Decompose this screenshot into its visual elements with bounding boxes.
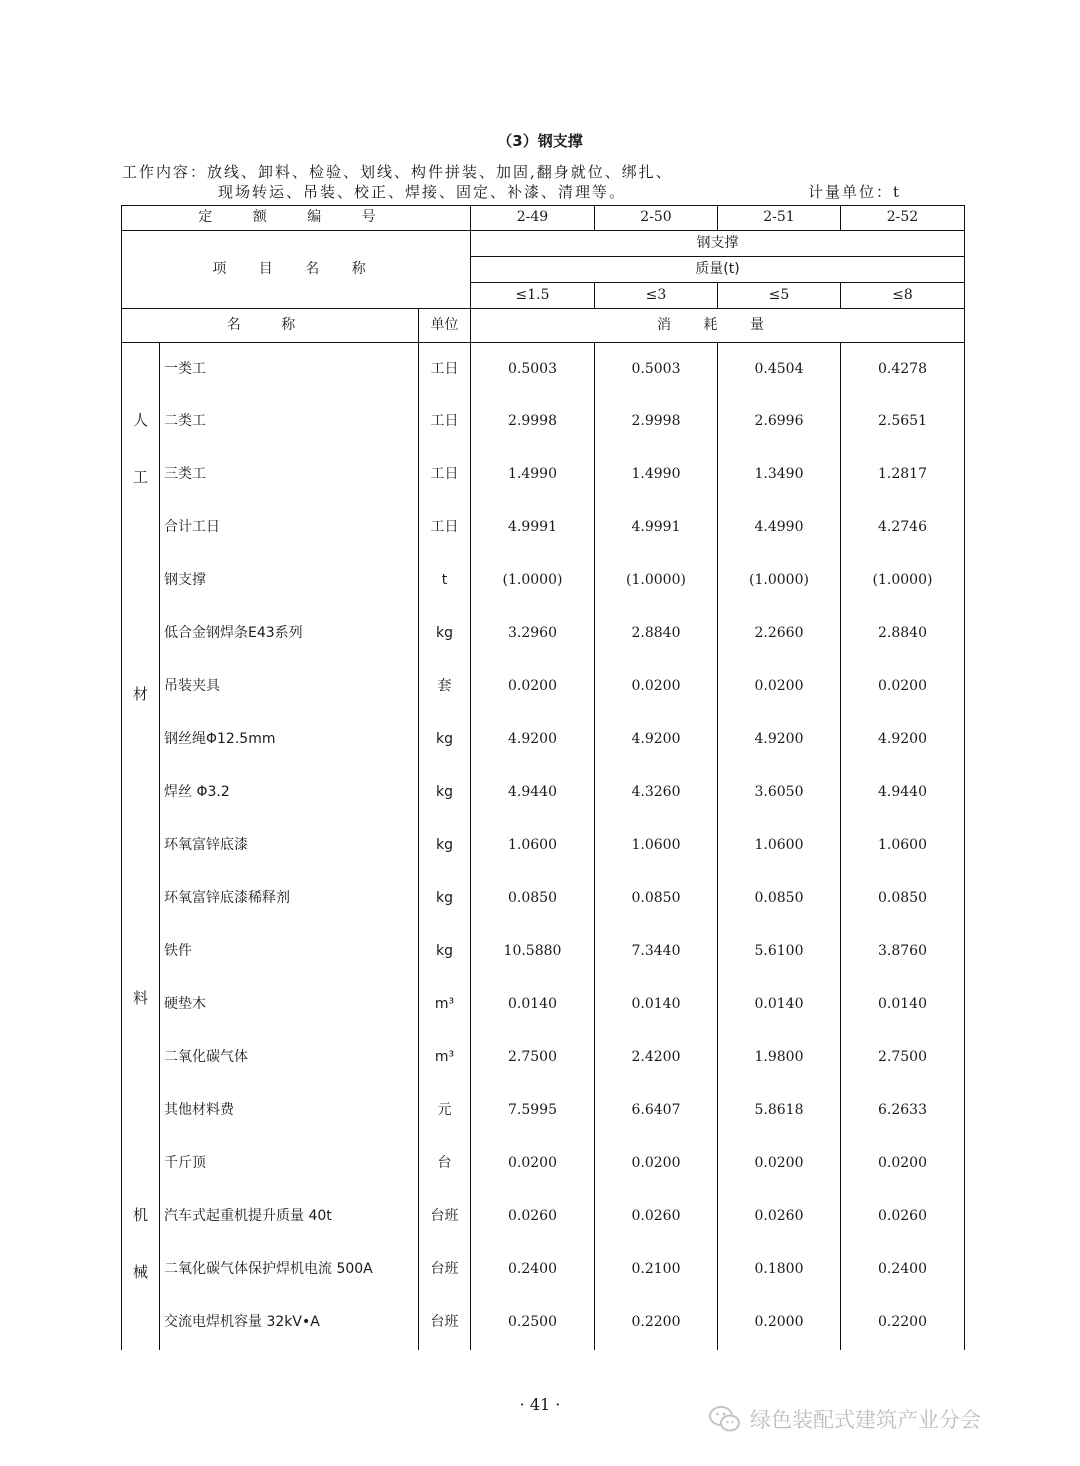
item-name: 硬垫木 [160, 979, 419, 1032]
item-unit: 台 [419, 1138, 471, 1191]
value-cell: 2.4200 [595, 1032, 718, 1085]
item-name: 其他材料费 [160, 1085, 419, 1138]
item-unit: 台班 [419, 1191, 471, 1244]
value-cell: 0.0260 [471, 1191, 595, 1244]
value-cell: 0.2400 [471, 1244, 595, 1297]
category-char: 工 [132, 468, 148, 487]
value-cell: 0.0260 [595, 1191, 718, 1244]
table-row [122, 555, 965, 608]
value-cell: 0.0140 [471, 979, 595, 1032]
category-char: 材 [132, 684, 148, 703]
value-cell: (1.0000) [718, 555, 841, 608]
value-cell: 0.0200 [841, 661, 965, 714]
value-cell: 3.2960 [471, 608, 595, 661]
value-cell: 2.2660 [718, 608, 841, 661]
item-unit: 套 [419, 661, 471, 714]
category-cell [122, 343, 160, 555]
value-cell: 0.0850 [595, 873, 718, 926]
group-title: 钢支撑 [471, 231, 965, 257]
value-cell: 2.5651 [841, 396, 965, 449]
table-row [122, 661, 965, 714]
item-name: 汽车式起重机提升质量 40t [160, 1191, 419, 1244]
value-cell: 2.7500 [841, 1032, 965, 1085]
table-row [122, 449, 965, 502]
table-row [122, 502, 965, 555]
item-unit: kg [419, 820, 471, 873]
code-cell: 2-51 [718, 206, 841, 231]
value-cell: 0.0200 [718, 1138, 841, 1191]
value-cell: 0.2000 [718, 1297, 841, 1350]
value-cell: 1.4990 [471, 449, 595, 502]
item-name: 吊装夹具 [160, 661, 419, 714]
value-cell: 0.4278 [841, 343, 965, 396]
unit-col-label: 单位 [419, 309, 471, 343]
value-cell: 0.0850 [471, 873, 595, 926]
quota-table [121, 205, 965, 1350]
value-cell: 1.9800 [718, 1032, 841, 1085]
value-cell: 4.3260 [595, 767, 718, 820]
item-name: 环氧富锌底漆 [160, 820, 419, 873]
item-unit: 工日 [419, 343, 471, 396]
range-cell: ≤8 [841, 283, 965, 309]
work-content-line2: 现场转运、吊装、校正、焊接、固定、补漆、清理等。 [218, 183, 627, 201]
table-row [122, 396, 965, 449]
consumption-label: 消 耗 量 [471, 309, 965, 343]
value-cell: 2.9998 [471, 396, 595, 449]
item-name: 铁件 [160, 926, 419, 979]
value-cell: 4.9200 [841, 714, 965, 767]
value-cell: 0.0850 [841, 873, 965, 926]
table-row [122, 1032, 965, 1085]
value-cell: 0.0200 [718, 661, 841, 714]
item-name: 钢丝绳Φ12.5mm [160, 714, 419, 767]
value-cell: 4.9200 [718, 714, 841, 767]
value-cell: 6.6407 [595, 1085, 718, 1138]
table-row [122, 1138, 965, 1191]
item-unit: kg [419, 714, 471, 767]
value-cell: 0.2200 [595, 1297, 718, 1350]
range-cell: ≤5 [718, 283, 841, 309]
value-cell: 2.6996 [718, 396, 841, 449]
value-cell: 0.5003 [471, 343, 595, 396]
value-cell: 0.0200 [595, 1138, 718, 1191]
category-char: 人 [132, 410, 148, 429]
table-row [122, 873, 965, 926]
table-row [122, 714, 965, 767]
range-cell: ≤3 [595, 283, 718, 309]
item-name: 环氧富锌底漆稀释剂 [160, 873, 419, 926]
value-cell: 2.7500 [471, 1032, 595, 1085]
value-cell: 0.0260 [718, 1191, 841, 1244]
table-row [122, 1085, 965, 1138]
item-unit: kg [419, 873, 471, 926]
value-cell: 0.1800 [718, 1244, 841, 1297]
item-unit: 工日 [419, 449, 471, 502]
value-cell: 0.0140 [718, 979, 841, 1032]
value-cell: 4.9991 [471, 502, 595, 555]
category-char: 料 [132, 989, 148, 1007]
item-name: 低合金钢焊条E43系列 [160, 608, 419, 661]
value-cell: 4.9200 [471, 714, 595, 767]
value-cell: 10.5880 [471, 926, 595, 979]
value-cell: 2.9998 [595, 396, 718, 449]
table-row [122, 1297, 965, 1350]
value-cell: 2.8840 [595, 608, 718, 661]
wechat-icon [708, 1404, 742, 1434]
sub-title: 质量(t) [471, 257, 965, 283]
value-cell: 4.9440 [471, 767, 595, 820]
item-name: 二类工 [160, 396, 419, 449]
value-cell: 0.2200 [841, 1297, 965, 1350]
item-unit: m³ [419, 979, 471, 1032]
value-cell: 1.0600 [595, 820, 718, 873]
value-cell: 4.2746 [841, 502, 965, 555]
item-unit: 元 [419, 1085, 471, 1138]
item-name: 交流电焊机容量 32kV•A [160, 1297, 419, 1350]
item-unit: t [419, 555, 471, 608]
value-cell: 5.8618 [718, 1085, 841, 1138]
value-cell: 6.2633 [841, 1085, 965, 1138]
page-number: · 41 · [519, 1395, 561, 1414]
code-cell: 2-49 [471, 206, 595, 231]
value-cell: 0.0200 [471, 661, 595, 714]
range-cell: ≤1.5 [471, 283, 595, 309]
watermark-text: 绿色装配式建筑产业分会 [750, 1408, 981, 1432]
category-cell [122, 555, 160, 1138]
value-cell: 0.2400 [841, 1244, 965, 1297]
code-cell: 2-50 [595, 206, 718, 231]
work-content-line1: 工作内容：放线、卸料、检验、划线、构件拼装、加固,翻身就位、绑扎、 [122, 163, 673, 181]
table-row [122, 820, 965, 873]
measurement-unit: 计量单位：t [808, 183, 902, 201]
item-name: 二氧化碳气体保护焊机电流 500A [160, 1244, 419, 1297]
item-unit: m³ [419, 1032, 471, 1085]
value-cell: 0.0260 [841, 1191, 965, 1244]
value-cell: 1.0600 [471, 820, 595, 873]
code-cell: 2-52 [841, 206, 965, 231]
table-row [122, 926, 965, 979]
table-row [122, 1191, 965, 1244]
name-col-label: 名 称 [122, 309, 419, 343]
item-unit: kg [419, 767, 471, 820]
value-cell: (1.0000) [595, 555, 718, 608]
value-cell: 0.0200 [841, 1138, 965, 1191]
table-row [122, 1244, 965, 1297]
table-row [122, 979, 965, 1032]
value-cell: 5.6100 [718, 926, 841, 979]
item-unit: kg [419, 926, 471, 979]
quota-no-label: 定 额 编 号 [122, 206, 471, 231]
value-cell: 0.4504 [718, 343, 841, 396]
value-cell: 0.2500 [471, 1297, 595, 1350]
value-cell: (1.0000) [841, 555, 965, 608]
value-cell: 4.9991 [595, 502, 718, 555]
value-cell: 4.9440 [841, 767, 965, 820]
item-unit: 工日 [419, 502, 471, 555]
value-cell: 1.4990 [595, 449, 718, 502]
value-cell: 3.8760 [841, 926, 965, 979]
item-name: 三类工 [160, 449, 419, 502]
item-name: 一类工 [160, 343, 419, 396]
item-unit: 台班 [419, 1244, 471, 1297]
value-cell: 4.9200 [595, 714, 718, 767]
category-char: 机 [132, 1205, 148, 1224]
item-name: 合计工日 [160, 502, 419, 555]
item-unit: kg [419, 608, 471, 661]
value-cell: (1.0000) [471, 555, 595, 608]
value-cell: 7.3440 [595, 926, 718, 979]
value-cell: 1.0600 [841, 820, 965, 873]
value-cell: 0.2100 [595, 1244, 718, 1297]
value-cell: 3.6050 [718, 767, 841, 820]
value-cell: 0.0140 [595, 979, 718, 1032]
watermark [708, 1404, 981, 1434]
item-name: 千斤顶 [160, 1138, 419, 1191]
category-cell [122, 1138, 160, 1350]
page-title: （3）钢支撑 [497, 132, 583, 150]
item-name-label: 项 目 名 称 [122, 231, 471, 309]
category-char: 械 [132, 1263, 148, 1281]
item-name: 二氧化碳气体 [160, 1032, 419, 1085]
value-cell: 1.2817 [841, 449, 965, 502]
table-row [122, 343, 965, 396]
value-cell: 4.4990 [718, 502, 841, 555]
value-cell: 0.5003 [595, 343, 718, 396]
item-name: 钢支撑 [160, 555, 419, 608]
item-unit: 工日 [419, 396, 471, 449]
value-cell: 0.0140 [841, 979, 965, 1032]
value-cell: 0.0200 [471, 1138, 595, 1191]
value-cell: 2.8840 [841, 608, 965, 661]
value-cell: 0.0200 [595, 661, 718, 714]
value-cell: 1.3490 [718, 449, 841, 502]
table-row [122, 767, 965, 820]
value-cell: 0.0850 [718, 873, 841, 926]
value-cell: 1.0600 [718, 820, 841, 873]
item-unit: 台班 [419, 1297, 471, 1350]
table-row [122, 608, 965, 661]
value-cell: 7.5995 [471, 1085, 595, 1138]
item-name: 焊丝 Φ3.2 [160, 767, 419, 820]
